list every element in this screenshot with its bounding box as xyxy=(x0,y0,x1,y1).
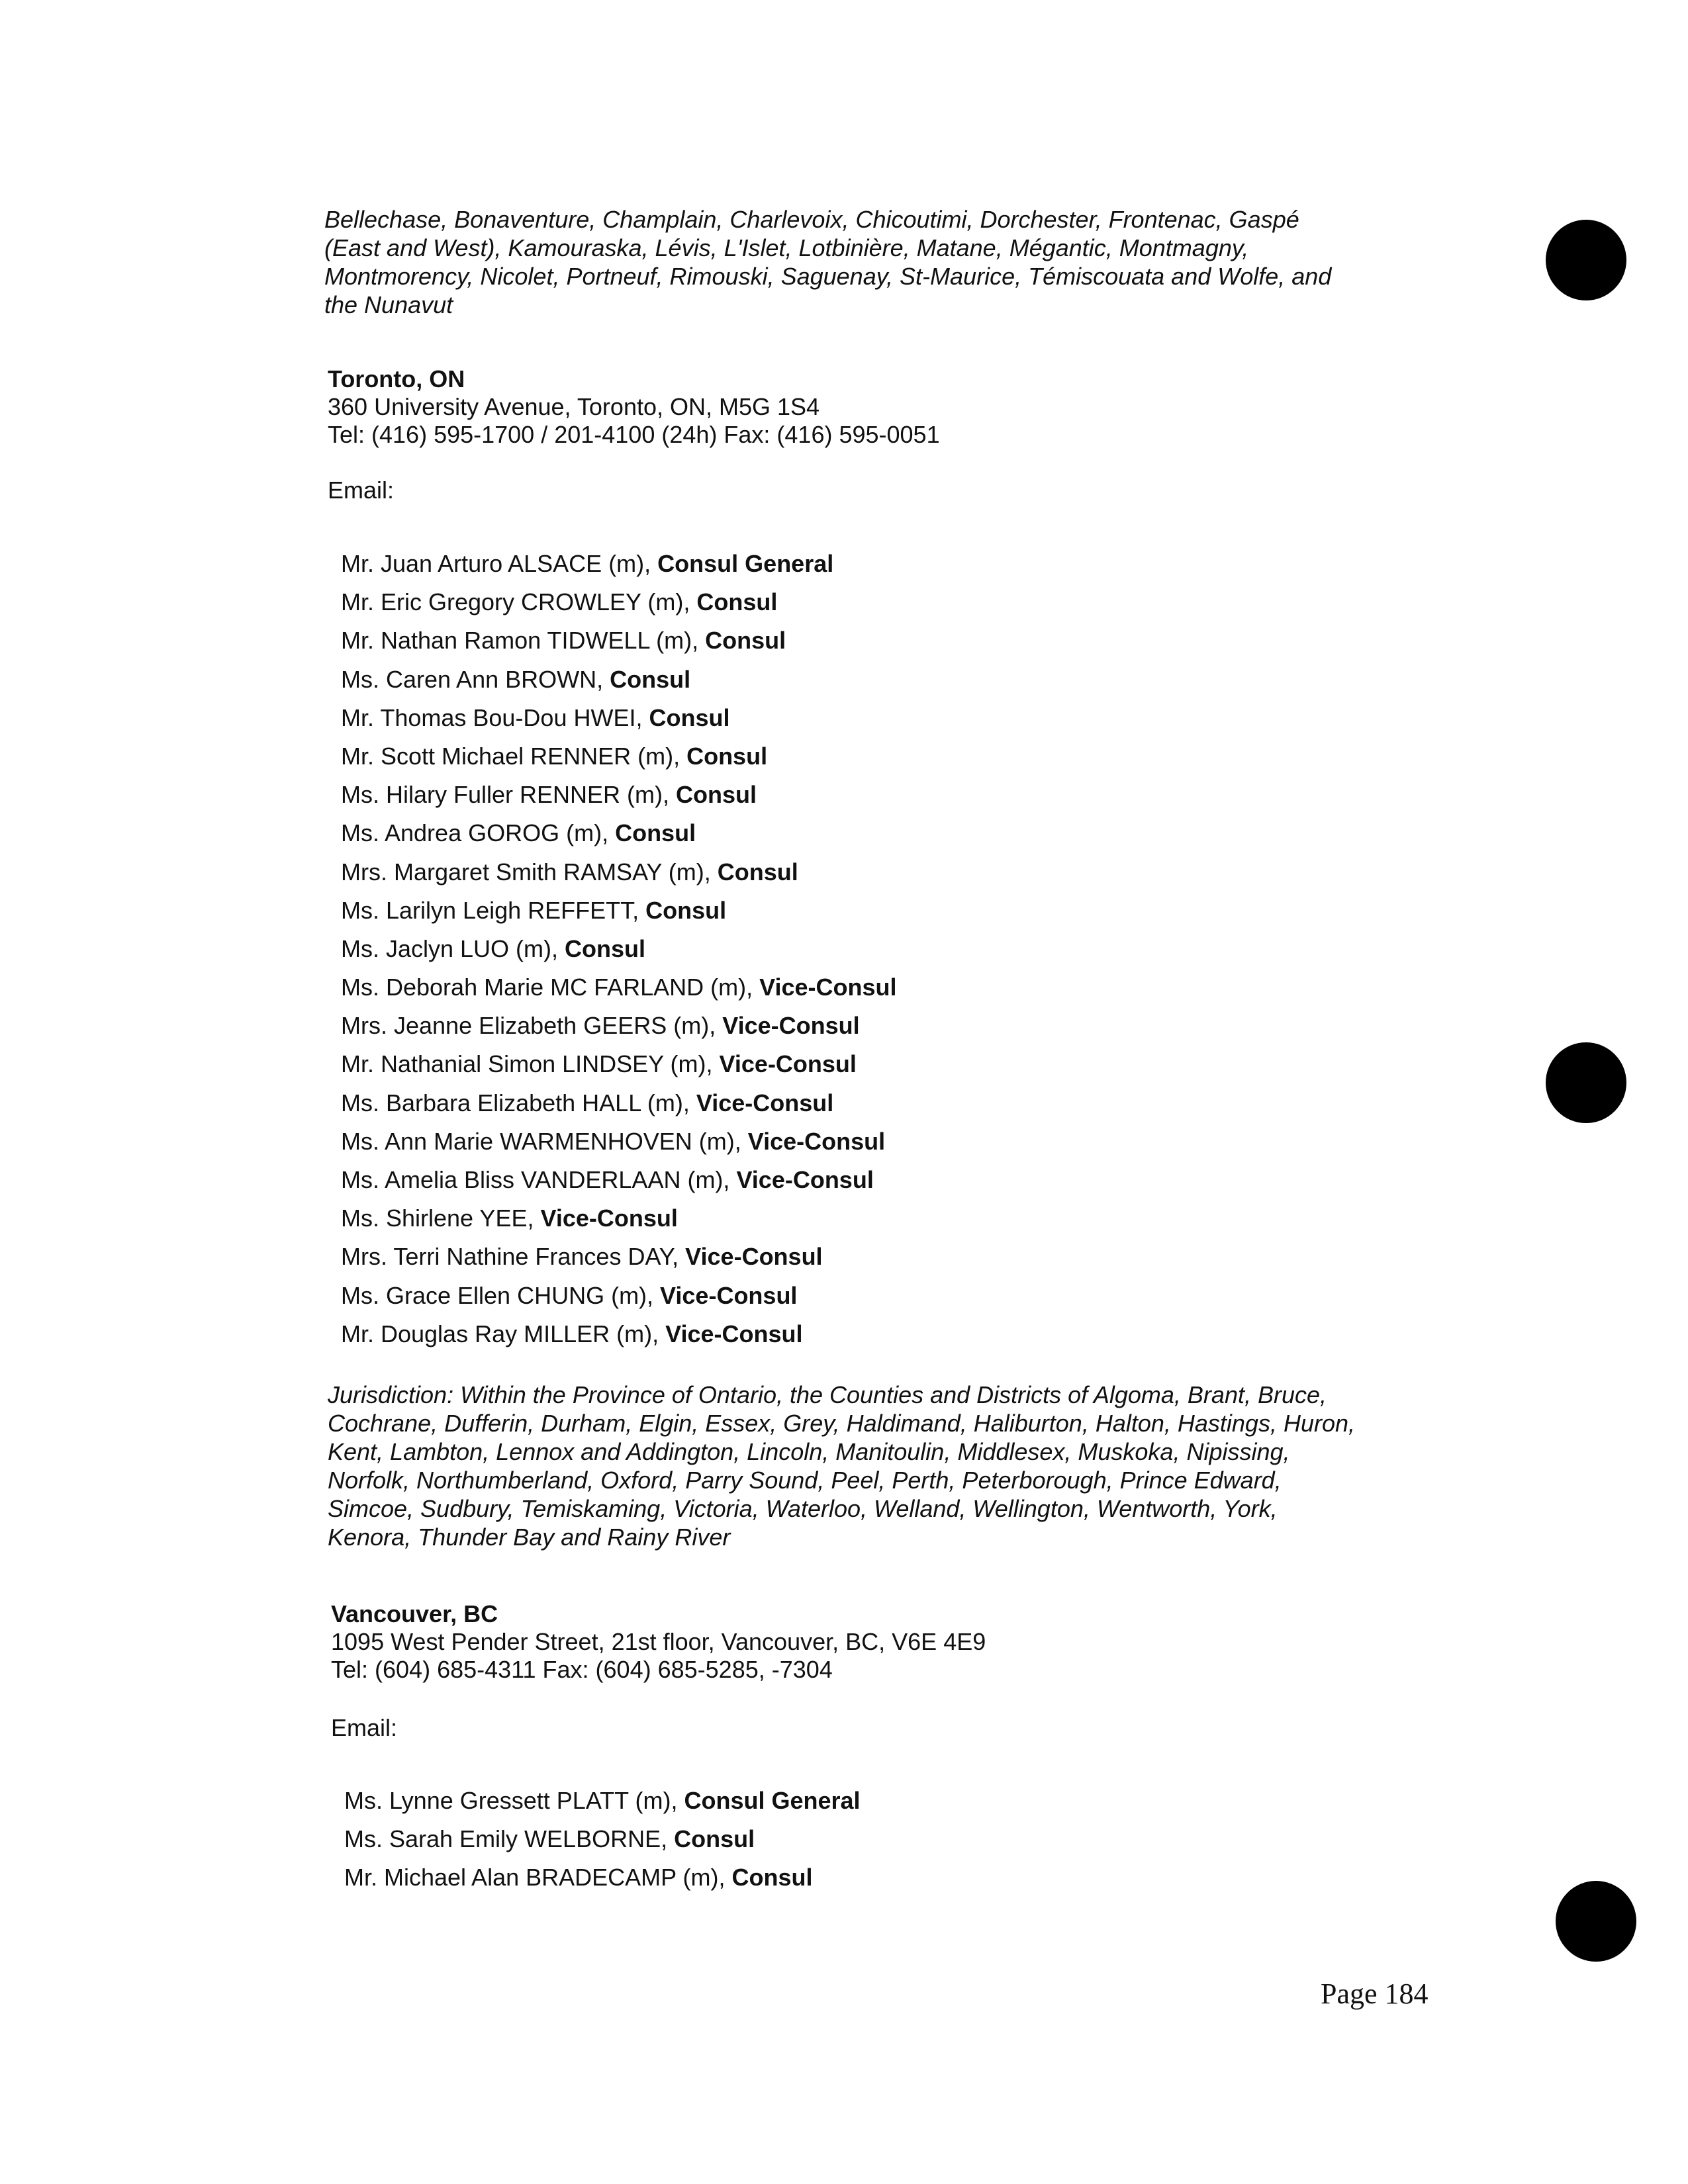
office-vancouver xyxy=(331,1600,986,1684)
staff-entry xyxy=(341,891,897,930)
staff-entry xyxy=(344,1820,861,1858)
staff-entry xyxy=(341,1122,897,1161)
staff-entry xyxy=(341,1084,897,1122)
staff-person: Ms. Andrea GOROG (m), xyxy=(341,819,616,847)
staff-entry xyxy=(341,545,897,583)
staff-entry xyxy=(341,814,897,852)
staff-title: Consul xyxy=(610,665,691,693)
staff-person: Ms. Grace Ellen CHUNG (m), xyxy=(341,1281,661,1309)
staff-entry xyxy=(341,776,897,814)
staff-list-vancouver xyxy=(344,1782,861,1897)
intro-jurisdiction-line: the Nunavut xyxy=(324,291,453,318)
staff-person: Ms. Jaclyn LUO (m), xyxy=(341,934,565,962)
staff-entry xyxy=(344,1858,861,1897)
staff-person: Mr. Thomas Bou-Dou HWEI, xyxy=(341,704,649,731)
office-name: Vancouver, BC xyxy=(331,1600,498,1627)
page-number: Page 184 xyxy=(1321,1978,1429,2010)
staff-person: Ms. Caren Ann BROWN, xyxy=(341,665,610,693)
staff-title: Vice-Consul xyxy=(660,1281,798,1309)
staff-entry xyxy=(341,930,897,968)
staff-entry xyxy=(341,583,897,621)
staff-title: Vice-Consul xyxy=(685,1243,823,1271)
office-name: Toronto, ON xyxy=(328,365,465,392)
staff-person: Ms. Amelia Bliss VANDERLAAN (m), xyxy=(341,1166,737,1193)
staff-entry xyxy=(341,1315,897,1353)
staff-entry xyxy=(341,1277,897,1315)
punch-hole xyxy=(1546,220,1626,300)
staff-person: Mr. Juan Arturo ALSACE (m), xyxy=(341,550,658,577)
staff-person: Mrs. Margaret Smith RAMSAY (m), xyxy=(341,858,718,886)
staff-title: Consul xyxy=(565,934,646,962)
staff-entry xyxy=(341,699,897,737)
jurisdiction-line: Norfolk, Northumberland, Oxford, Parry Sound, Peel, Perth, Peterborough, Prince Edward, xyxy=(328,1467,1282,1494)
staff-entry xyxy=(341,1045,897,1083)
staff-entry xyxy=(341,853,897,891)
punch-hole xyxy=(1556,1881,1636,1962)
staff-person: Mr. Scott Michael RENNER (m), xyxy=(341,742,687,770)
staff-title: Vice-Consul xyxy=(736,1166,874,1193)
staff-title: Vice-Consul xyxy=(759,974,897,1001)
staff-entry xyxy=(341,737,897,776)
staff-person: Ms. Ann Marie WARMENHOVEN (m), xyxy=(341,1127,748,1155)
office-email-label: Email: xyxy=(328,477,395,504)
staff-person: Ms. Hilary Fuller RENNER (m), xyxy=(341,781,677,809)
staff-person: Mrs. Jeanne Elizabeth GEERS (m), xyxy=(341,1012,723,1040)
staff-person: Mr. Michael Alan BRADECAMP (m), xyxy=(344,1864,732,1891)
staff-entry xyxy=(341,1199,897,1238)
staff-person: Ms. Sarah Emily WELBORNE, xyxy=(344,1825,675,1853)
staff-title: Consul xyxy=(615,819,696,847)
office-email-label: Email: xyxy=(331,1714,398,1741)
staff-person: Mrs. Terri Nathine Frances DAY, xyxy=(341,1243,686,1271)
intro-jurisdiction-line: Montmorency, Nicolet, Portneuf, Rimouski, Saguenay, St-Maurice, Témiscouata and Wolfe, and xyxy=(324,263,1332,290)
staff-person: Mr. Eric Gregory CROWLEY (m), xyxy=(341,588,697,616)
staff-title: Vice-Consul xyxy=(747,1127,886,1155)
staff-title: Consul xyxy=(676,781,757,809)
staff-entry xyxy=(341,968,897,1007)
staff-title: Consul xyxy=(674,1825,755,1853)
jurisdiction-line: Jurisdiction: Within the Province of Ontario, the Counties and Districts of Algoma, Brant, Bruce, xyxy=(328,1381,1327,1408)
staff-title: Vice-Consul xyxy=(665,1320,803,1347)
staff-entry xyxy=(341,1007,897,1045)
staff-title: Vice-Consul xyxy=(719,1050,857,1078)
staff-person: Ms. Shirlene YEE, xyxy=(341,1205,541,1232)
intro-jurisdiction-line: (East and West), Kamouraska, Lévis, L'Islet, Lotbinière, Matane, Mégantic, Montmagny, xyxy=(324,234,1249,261)
staff-person: Ms. Deborah Marie MC FARLAND (m), xyxy=(341,974,760,1001)
staff-list-toronto xyxy=(341,545,897,1353)
office-address: 360 University Avenue, Toronto, ON, M5G 1S4 xyxy=(328,393,820,420)
staff-title: Consul General xyxy=(684,1787,861,1814)
jurisdiction-line: Kent, Lambton, Lennox and Addington, Lincoln, Manitoulin, Middlesex, Muskoka, Nipissing, xyxy=(328,1438,1290,1465)
intro-jurisdiction-line: Bellechase, Bonaventure, Champlain, Charlevoix, Chicoutimi, Dorchester, Frontenac, Gaspé xyxy=(324,206,1299,233)
staff-entry xyxy=(341,621,897,660)
staff-title: Consul xyxy=(705,627,786,655)
punch-hole xyxy=(1546,1042,1626,1123)
staff-title: Vice-Consul xyxy=(722,1012,860,1040)
jurisdiction-line: Kenora, Thunder Bay and Rainy River xyxy=(328,1524,731,1551)
staff-person: Ms. Barbara Elizabeth HALL (m), xyxy=(341,1089,696,1116)
staff-title: Consul xyxy=(649,704,730,731)
staff-title: Consul xyxy=(717,858,798,886)
staff-title: Vice-Consul xyxy=(540,1205,678,1232)
office-phone: Tel: (416) 595-1700 / 201-4100 (24h) Fax: (416) 595-0051 xyxy=(328,421,940,448)
staff-person: Mr. Nathan Ramon TIDWELL (m), xyxy=(341,627,706,655)
staff-entry xyxy=(341,1161,897,1199)
staff-title: Consul xyxy=(696,588,778,616)
staff-title: Consul General xyxy=(657,550,834,577)
office-phone: Tel: (604) 685-4311 Fax: (604) 685-5285, -7304 xyxy=(331,1656,833,1683)
staff-entry xyxy=(341,660,897,699)
staff-person: Ms. Lynne Gressett PLATT (m), xyxy=(344,1787,684,1814)
staff-title: Consul xyxy=(731,1864,813,1891)
jurisdiction-line: Simcoe, Sudbury, Temiskaming, Victoria, Waterloo, Welland, Wellington, Wentworth, York, xyxy=(328,1495,1278,1522)
staff-person: Mr. Douglas Ray MILLER (m), xyxy=(341,1320,666,1347)
staff-title: Consul xyxy=(645,896,727,924)
staff-title: Vice-Consul xyxy=(696,1089,834,1116)
toronto-jurisdiction xyxy=(328,1381,1355,1551)
office-address: 1095 West Pender Street, 21st floor, Vancouver, BC, V6E 4E9 xyxy=(331,1628,986,1655)
office-toronto xyxy=(328,365,940,449)
staff-title: Consul xyxy=(686,742,768,770)
staff-entry xyxy=(344,1782,861,1820)
jurisdiction-line: Cochrane, Dufferin, Durham, Elgin, Essex, Grey, Haldimand, Haliburton, Halton, Hastings, Huron, xyxy=(328,1410,1356,1437)
intro-jurisdiction xyxy=(324,205,1331,319)
staff-person: Ms. Larilyn Leigh REFFETT, xyxy=(341,896,646,924)
staff-entry xyxy=(341,1238,897,1276)
staff-person: Mr. Nathanial Simon LINDSEY (m), xyxy=(341,1050,720,1078)
